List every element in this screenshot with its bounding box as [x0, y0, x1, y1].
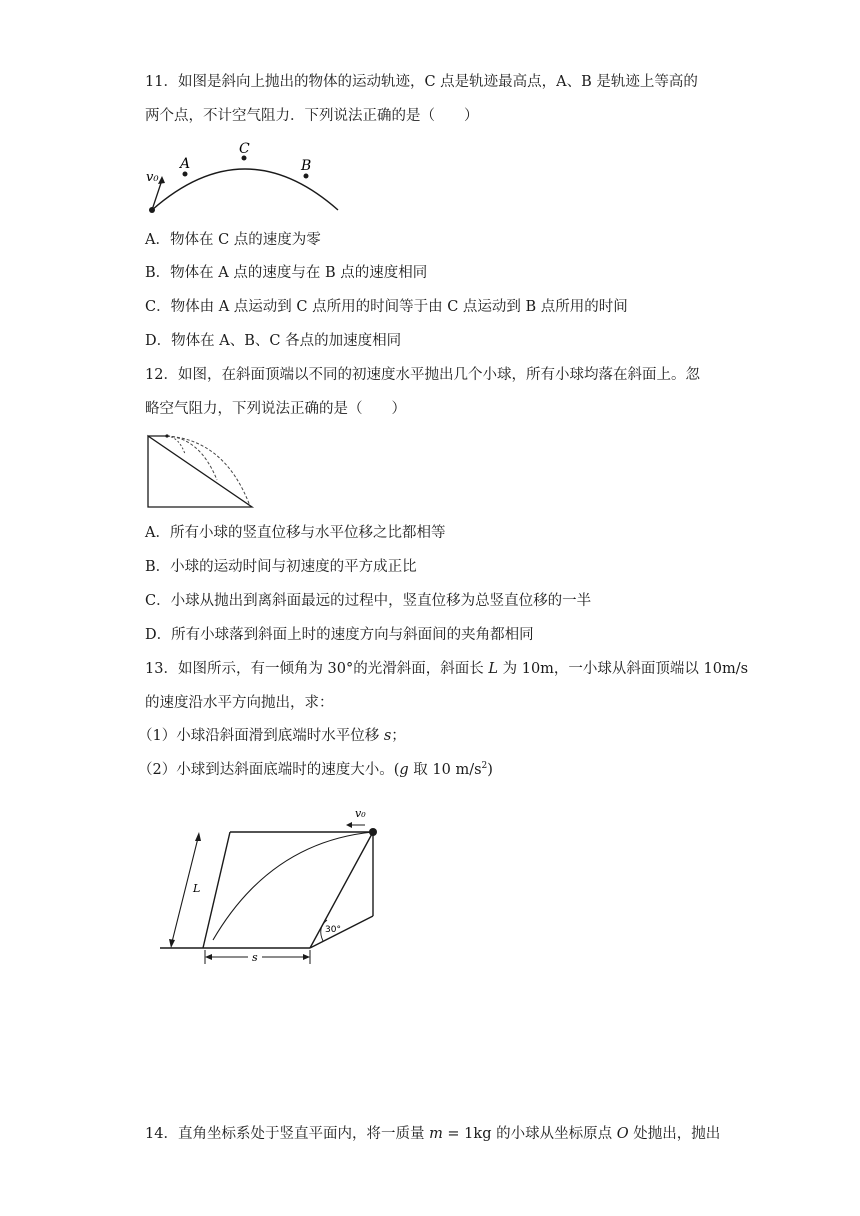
q14-stem-line-1: [145, 1124, 720, 1144]
q12-option-d: D．所有小球落到斜面上时的速度方向与斜面间的夹角都相同: [145, 627, 534, 643]
point-a: [183, 172, 188, 177]
q11-option-c: C．物体由 A 点运动到 C 点所用的时间等于由 C 点运动到 B 点所用的时间: [145, 299, 628, 315]
v0-arrow-head: [158, 176, 165, 184]
launch-point: [149, 207, 155, 213]
trajectory-curve: [213, 832, 373, 940]
label-l: L: [193, 882, 201, 895]
trajectory-3: [167, 436, 250, 506]
q14-text-b: = 1kg 的小球从坐标原点: [442, 1126, 617, 1142]
label-v0: v₀: [355, 807, 366, 820]
point-b: [304, 174, 309, 179]
q11-option-b: B．物体在 A 点的速度与在 B 点的速度相同: [145, 265, 428, 281]
q11-trajectory-figure: [140, 138, 350, 218]
incline-triangle: [148, 436, 252, 507]
v0-arrow-head: [346, 822, 352, 828]
ball: [369, 828, 377, 836]
q13-incline-figure: [155, 800, 390, 970]
q12-option-b: B．小球的运动时间与初速度的平方成正比: [145, 559, 417, 575]
q13-var-g: g: [399, 762, 409, 778]
q12-incline-figure: [145, 432, 257, 512]
q13-sub2-text-a: （2）小球到达斜面底端时的速度大小。(: [138, 762, 400, 778]
q13-sub1-text-a: （1）小球沿斜面滑到底端时水平位移: [138, 728, 384, 744]
label-v0: v₀: [146, 170, 159, 185]
s-arrow-head-left: [205, 954, 212, 960]
q13-sub2-text-c: ): [487, 762, 493, 778]
q11-option-a: A．物体在 C 点的速度为零: [145, 232, 321, 248]
q11-option-d: D．物体在 A、B、C 各点的加速度相同: [145, 333, 402, 349]
q11-stem-line-2: 两个点，不计空气阻力．下列说法正确的是（ ）: [145, 108, 479, 124]
label-a: A: [180, 156, 191, 172]
q13-var-s: s: [383, 728, 392, 744]
l-arrow-head-top: [195, 832, 201, 841]
label-c: C: [239, 141, 250, 157]
label-angle: 30°: [325, 925, 341, 935]
q14-text-c: 处抛出，抛出: [628, 1126, 721, 1142]
q12-option-a: A．所有小球的竖直位移与水平位移之比都相等: [145, 525, 446, 541]
q13-sub1-text-b: ；: [391, 728, 406, 744]
q13-sub-question-1: [138, 726, 406, 746]
q12-stem-line-1: 12．如图，在斜面顶端以不同的初速度水平抛出几个小球，所有小球均落在斜面上。忽: [145, 367, 700, 383]
left-edge: [203, 832, 230, 948]
q12-option-c: C．小球从抛出到离斜面最远的过程中，竖直位移为总竖直位移的一半: [145, 593, 592, 609]
q12-stem-line-2: 略空气阻力，下列说法正确的是（ ）: [145, 401, 406, 417]
label-s: s: [252, 951, 258, 964]
q14-var-o: O: [616, 1126, 629, 1142]
launch-point: [165, 434, 168, 437]
q13-stem-line-1: [145, 659, 748, 679]
q13-stem-text-b: 为 10m，一小球从斜面顶端以 10m/s: [498, 661, 749, 677]
q14-text-a: 14．直角坐标系处于竖直平面内，将一质量: [145, 1126, 430, 1142]
l-arrow-head-bottom: [169, 939, 175, 948]
trajectory-curve: [152, 169, 338, 210]
q13-sub2-text-b: 取 10 m/s: [408, 762, 482, 778]
q14-var-m: m: [429, 1126, 443, 1142]
q13-stem-line-2: 的速度沿水平方向抛出，求：: [145, 695, 334, 711]
q13-sub-question-2: [138, 760, 493, 780]
s-arrow-head-right: [303, 954, 310, 960]
q13-sub2-exponent: 2: [481, 761, 488, 772]
q11-stem-line-1: 11．如图是斜向上抛出的物体的运动轨迹，C 点是轨迹最高点，A、B 是轨迹上等高的: [145, 74, 698, 90]
trajectory-2: [167, 436, 217, 480]
q13-var-l: L: [488, 661, 499, 677]
label-b: B: [301, 158, 312, 174]
q13-stem-text-a: 13．如图所示，有一倾角为 30°的光滑斜面，斜面长: [145, 661, 489, 677]
right-edge: [310, 832, 373, 948]
